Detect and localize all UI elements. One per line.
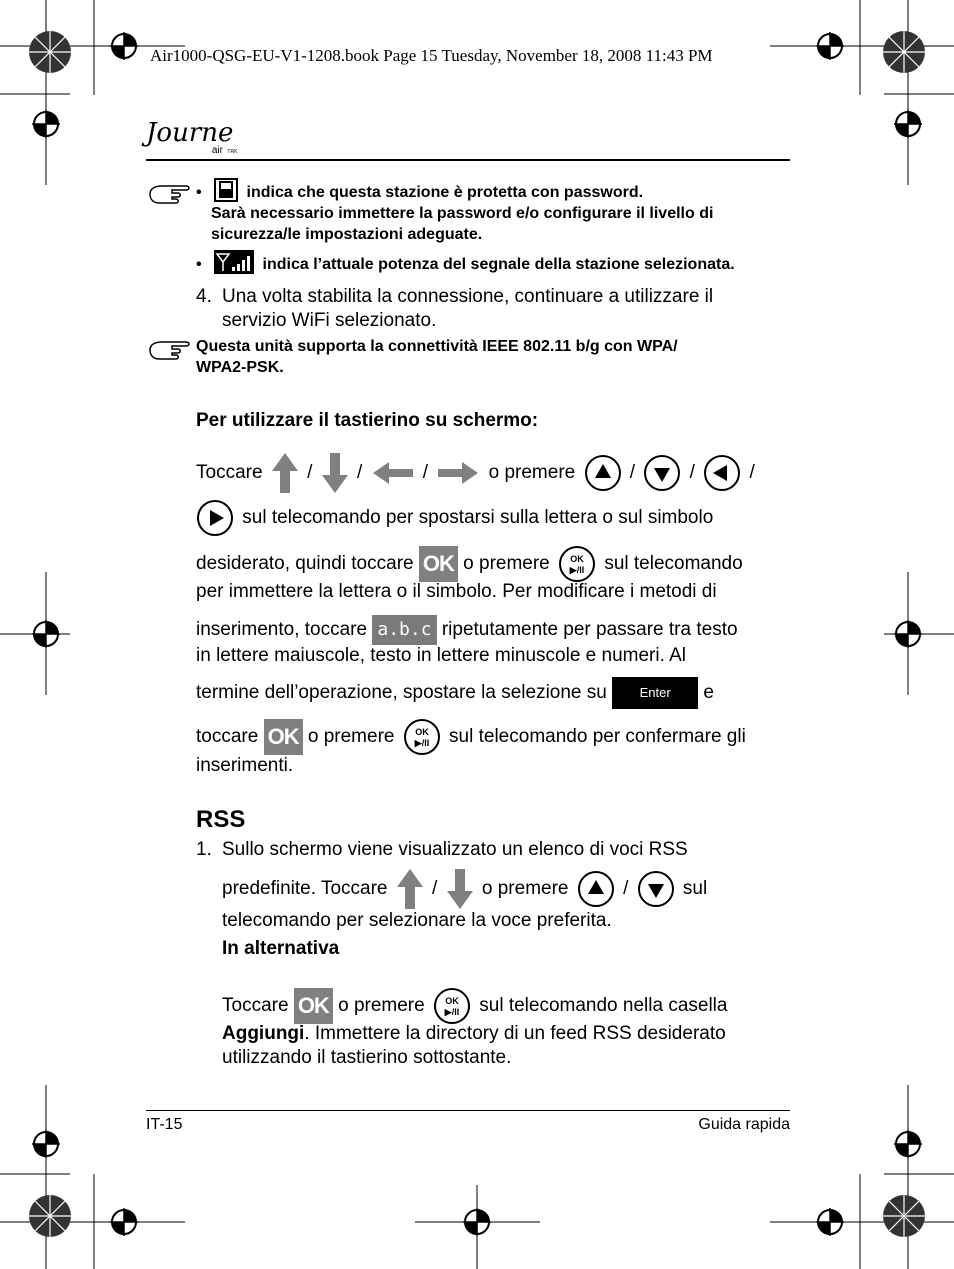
text-o-premere: o premere xyxy=(463,553,550,574)
keyboard-heading: Per utilizzare il tastierino su schermo: xyxy=(196,410,539,431)
separator: / xyxy=(422,462,429,483)
separator: / xyxy=(356,462,363,483)
rss-alternative: In alternativa xyxy=(222,938,340,959)
note-lock xyxy=(196,182,796,245)
rss-text-line2a: predefinite. Toccare xyxy=(222,878,388,899)
text-o-premere: o premere xyxy=(307,726,395,747)
remote-right-icon xyxy=(196,499,234,537)
keyboard-text-p3b: sul telecomando xyxy=(604,553,743,574)
svg-text:OK: OK xyxy=(445,995,459,1006)
ok-button[interactable]: OK xyxy=(294,988,333,1024)
separator: / xyxy=(749,462,755,483)
note-wifi-support xyxy=(196,336,796,378)
remote-ok-play-icon xyxy=(433,987,471,1025)
rss-line5 xyxy=(222,986,727,1026)
keyboard-text-p5b: ripetutamente per passare tra testo xyxy=(441,619,738,640)
keyboard-line1 xyxy=(196,450,755,496)
lock-text: indica che questa stazione è protetta con password. xyxy=(246,184,644,201)
keyboard-line4: per immettere la lettera o il simbolo. Per modificare i metodi di xyxy=(196,581,717,602)
arrow-down-icon xyxy=(321,451,349,495)
ok-button[interactable]: OK xyxy=(264,719,303,755)
text-o-premere: o premere xyxy=(338,995,425,1016)
separator: / xyxy=(629,462,636,483)
arrow-up-icon xyxy=(271,451,299,495)
footer-title: Guida rapida xyxy=(698,1116,790,1133)
rss-line3: telecomando per selezionare la voce preferita. xyxy=(222,910,612,931)
ok-button[interactable]: OK xyxy=(419,546,458,582)
keyboard-text-p3a: desiderato, quindi toccare xyxy=(196,553,414,574)
svg-text:OK: OK xyxy=(570,553,584,564)
rss-step-1 xyxy=(196,838,688,862)
step-4-line2: servizio WiFi selezionato. xyxy=(222,310,437,331)
rss-text-l5a: Toccare xyxy=(222,995,289,1016)
note-line1: Questa unità supporta la connettività IEEE 802.11 b/g con WPA/ xyxy=(196,338,678,355)
keyboard-text-p8a: toccare xyxy=(196,726,259,747)
svg-text:▶/II: ▶/II xyxy=(444,1006,460,1017)
arrow-down-icon xyxy=(446,867,474,911)
svg-text:▶/II: ▶/II xyxy=(414,737,429,748)
keyboard-line2 xyxy=(196,498,713,538)
bullet: • xyxy=(196,184,202,201)
rss-heading: RSS xyxy=(196,806,246,833)
rss-text-line2b: sul xyxy=(682,878,708,899)
keyboard-text-p8b: sul telecomando per confermare gli xyxy=(449,726,746,747)
step-4-line1: Una volta stabilita la connessione, continuare a utilizzare il xyxy=(222,286,714,307)
separator: / xyxy=(307,462,313,483)
keyboard-line6: in lettere maiuscole, testo in lettere minuscole e numeri. Al xyxy=(196,645,687,666)
keyboard-text-p5a: inserimento, toccare xyxy=(196,619,368,640)
logo-sub: air xyxy=(211,145,223,156)
pointing-hand-icon xyxy=(148,180,192,206)
remote-up-icon xyxy=(584,454,622,492)
bullet: • xyxy=(196,256,202,273)
lock-line3: sicurezza/le impostazioni adeguate. xyxy=(211,226,483,243)
arrow-right-icon xyxy=(436,460,480,486)
remote-ok-play-icon xyxy=(558,545,596,583)
remote-left-icon xyxy=(703,454,741,492)
svg-text:▶/II: ▶/II xyxy=(569,564,585,575)
note-signal xyxy=(196,254,735,275)
signal-text: indica l’attuale potenza del segnale della stazione selezionata. xyxy=(262,256,735,273)
text-o-premere: o premere xyxy=(488,462,576,483)
keyboard-line7 xyxy=(196,674,714,712)
print-slug: Air1000-QSG-EU-V1-1208.book Page 15 Tuesday, November 18, 2008 11:43 PM xyxy=(150,46,713,65)
note-line2: WPA2-PSK. xyxy=(196,359,284,376)
arrow-up-icon xyxy=(396,867,424,911)
rss-text-l5b: sul telecomando nella casella xyxy=(479,995,728,1016)
rss-line7: utilizzando il tastierino sottostante. xyxy=(222,1047,512,1068)
keyboard-text-p2: sul telecomando per spostarsi sulla lettera o sul simbolo xyxy=(242,507,714,528)
text-o-premere: o premere xyxy=(481,878,569,899)
keyboard-line8 xyxy=(196,717,746,757)
keyboard-line3 xyxy=(196,544,743,584)
keyboard-line5 xyxy=(196,612,738,648)
svg-text:OK: OK xyxy=(415,726,429,737)
page-number: IT-15 xyxy=(146,1116,183,1133)
signal-strength-icon xyxy=(214,250,254,274)
rss-line2 xyxy=(222,866,707,912)
separator: / xyxy=(623,878,629,899)
logo-script: Journe xyxy=(146,118,234,148)
keyboard-line9: inserimenti. xyxy=(196,755,294,776)
enter-button[interactable]: Enter xyxy=(612,677,698,709)
lock-line2: Sarà necessario immettere la password e/o configurare il livello di xyxy=(211,205,714,222)
aggiungi-label: Aggiungi xyxy=(222,1023,305,1044)
rss-line1: Sullo schermo viene visualizzato un elenco di voci RSS xyxy=(222,839,688,860)
separator: / xyxy=(689,462,695,483)
remote-ok-play-icon xyxy=(403,718,441,756)
separator: / xyxy=(432,878,438,899)
logo-tiny: TRK xyxy=(227,149,238,155)
pointing-hand-icon xyxy=(148,336,192,362)
rss-text-l6b: . Immettere la directory di un feed RSS desiderato xyxy=(304,1023,726,1044)
keyboard-text-p7b: e xyxy=(703,682,714,703)
journe-logo xyxy=(146,118,263,156)
step-number: 4. xyxy=(196,286,212,307)
abc-input-mode-button[interactable]: a.b.c xyxy=(372,615,436,645)
remote-up-icon xyxy=(577,870,615,908)
lock-icon xyxy=(214,178,238,202)
text-toccare: Toccare xyxy=(196,462,263,483)
footer-rule xyxy=(146,1110,790,1111)
keyboard-text-p7a: termine dell’operazione, spostare la selezione su xyxy=(196,682,607,703)
arrow-left-icon xyxy=(371,460,415,486)
rss-line6 xyxy=(222,1022,726,1046)
step-number: 1. xyxy=(196,839,212,860)
step-4 xyxy=(196,285,796,333)
remote-down-icon xyxy=(637,870,675,908)
remote-down-icon xyxy=(643,454,681,492)
header-rule xyxy=(146,159,790,161)
